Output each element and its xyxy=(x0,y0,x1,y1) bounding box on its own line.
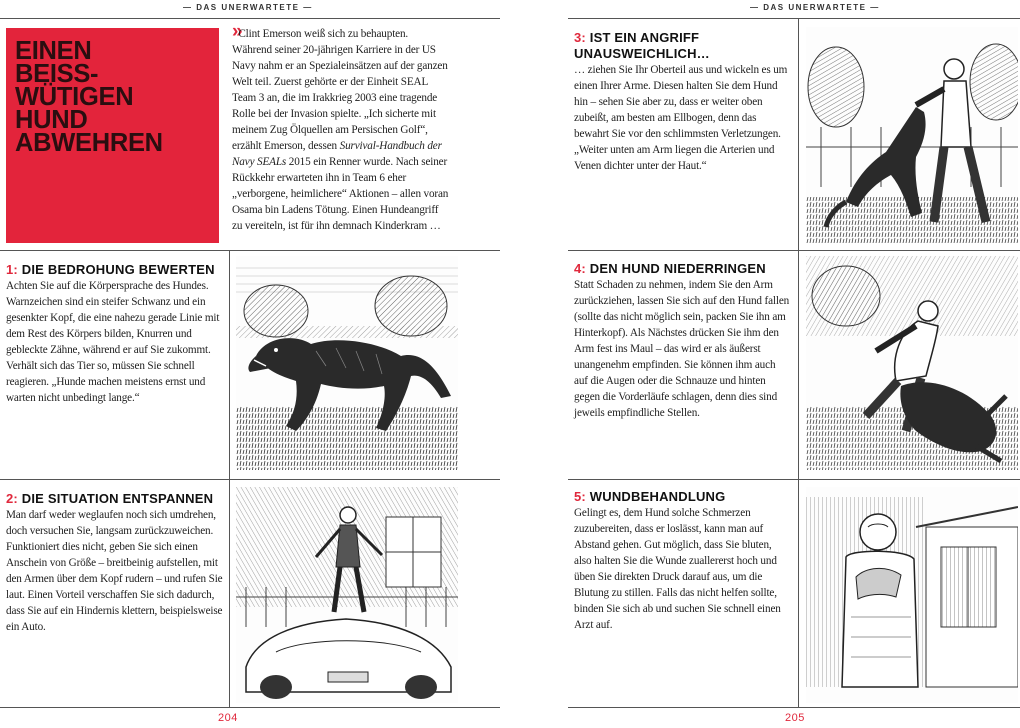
intro-paragraph xyxy=(232,21,450,234)
step-number: 4: xyxy=(574,261,586,276)
step-title: DIE BEDROHUNG BEWERTEN xyxy=(21,262,215,277)
step-heading xyxy=(6,262,224,278)
step-text: Statt Schaden zu nehmen, indem Sie den Arm zurückziehen, lassen Sie sich auf den Hund fallen (sollte das nicht möglich sein, packen Sie ihn am Hinterkopf). Als Nächstes drücken Sie ihm den Arm fest ins Maul – das wird er als äußerst unangenehm empfinden. Sie können ihm auch auf die Augen oder die Schnauze und hinten gegen die Vorderläufe schlagen, denn dies sind jeweils empfindliche Stellen. xyxy=(574,279,790,419)
page-number-left: 204 xyxy=(218,712,238,724)
step-text: … ziehen Sie Ihr Oberteil aus und wickeln es um einen Ihrer Arme. Diesen halten Sie dem Hund hin – sehen Sie aber zu, dass er weiter oben zubeißt, am besten am Ellbogen, denn das bewahrt Sie vor den schlimmsten Verletzungen. „Weiter unten am Arm liegen die Arterien und Venen dichter unter der Haut.“ xyxy=(574,64,788,172)
section-rule-right-1 xyxy=(568,250,1020,251)
step-number: 5: xyxy=(574,489,586,504)
step-heading xyxy=(574,261,790,277)
top-rule-right xyxy=(568,18,1020,19)
growling-dog-illustration xyxy=(236,256,458,470)
step-text: Man darf weder weglaufen noch sich umdrehen, doch versuchen Sie, langsam zurückzuweichen. Funktioniert dies nicht, geben Sie sich einen Anschein von Größe – breitbeinig aufstellen, mit den Armen über dem Kopf rudern – und rufen Sie laut. Einen Vorteil verschaffen Sie sich dadurch, dass Sie auf ein Hindernis klettern, beispielsweise ein Auto. xyxy=(6,509,223,633)
section-rule-left-2 xyxy=(0,479,500,480)
title-line: HUND xyxy=(15,106,88,134)
step-number: 1: xyxy=(6,262,18,277)
intro-text-part: Clint Emerson weiß sich zu behaupten. Während seiner 20-jährigen Karriere in der US Navy nahm er an Spezialeinsätzen auf der ganzen Welt teil. Zuerst gehörte er der Einheit SEAL Team 3 an, die im Irakkrieg 2003 eine tragende Rolle bei der Invasion spielte. „Ich sicherte mit meinem Zug Ölquellen am Persischen Golf“, erzählt Emerson, dessen xyxy=(232,28,448,152)
injured-man-illustration xyxy=(806,487,1018,703)
bottom-rule-left xyxy=(0,707,500,708)
step-number: 3: xyxy=(574,30,586,45)
step-title: WUNDBEHANDLUNG xyxy=(589,489,726,504)
step-text: Achten Sie auf die Körpersprache des Hundes. Warnzeichen sind ein steifer Schwanz und ein gesenkter Kopf, die eine nahezu gerade Linie mit dem Rest des Körpers bilden, Knurren und gebleckte Zähne, während er auf Sie zukommt. Verhält sich das Tier so, müssen Sie schnell reagieren. „Hunde machen meistens ernst und warten nicht unbedingt lange.“ xyxy=(6,280,220,404)
title-box xyxy=(6,28,219,243)
page-number-right: 205 xyxy=(785,712,805,724)
step-text: Gelingt es, dem Hund solche Schmerzen zuzubereiten, dass er loslässt, kann man auf Abstand gehen. Gut möglich, dass Sie bluten, also halten Sie die Wunde zuallererst hoch und üben Sie direkten Druck darauf aus, um die Blutung zu stillen. Falls das nicht helfen sollte, binden Sie sich ab und suchen Sie schnell einen Arzt auf. xyxy=(574,507,781,631)
page-title xyxy=(15,37,163,157)
title-line: BEISS- xyxy=(15,60,99,88)
step-heading xyxy=(574,30,790,62)
bottom-rule-right xyxy=(568,707,1020,708)
step-title: IST EIN ANGRIFF UNAUSWEICHLICH… xyxy=(574,30,710,61)
intro-text-part: 2015 ein Renner wurde. Nach seiner Rückkehr erwarteten ihn in Team 6 eher „verborgene, heimlichere“ Aktionen – allen voran Osama bin Ladens Tötung. Einen Hundeangriff zu vereiteln, ist für ihn demnach Kinderkram … xyxy=(232,156,449,232)
step-1 xyxy=(6,262,224,406)
title-line: WÜTIGEN xyxy=(15,83,134,111)
man-on-car-illustration xyxy=(236,487,458,703)
top-rule-left xyxy=(0,18,500,19)
step-heading xyxy=(6,491,224,507)
title-line: EINEN xyxy=(15,37,92,65)
running-head-left: — DAS UNERWARTETE — xyxy=(183,3,313,12)
section-rule-left-1 xyxy=(0,250,500,251)
step-number: 2: xyxy=(6,491,18,506)
step-heading xyxy=(574,489,790,505)
step-title: DEN HUND NIEDERRINGEN xyxy=(589,261,766,276)
column-rule-left xyxy=(229,250,230,707)
step-5 xyxy=(574,489,790,633)
intro-quote-mark: » xyxy=(232,21,238,42)
step-title: DIE SITUATION ENTSPANNEN xyxy=(21,491,214,506)
step-4 xyxy=(574,261,790,421)
intro-book-title: Survival-Handbuch der Navy SEALs xyxy=(232,140,442,168)
dog-biting-arm-illustration xyxy=(806,27,1018,243)
step-2 xyxy=(6,491,224,635)
step-3 xyxy=(574,30,790,174)
man-tackling-dog-illustration xyxy=(806,256,1018,470)
column-rule-right xyxy=(798,18,799,707)
title-line: ABWEHREN xyxy=(15,129,163,157)
section-rule-right-2 xyxy=(568,479,1020,480)
running-head-right: — DAS UNERWARTETE — xyxy=(750,3,880,12)
